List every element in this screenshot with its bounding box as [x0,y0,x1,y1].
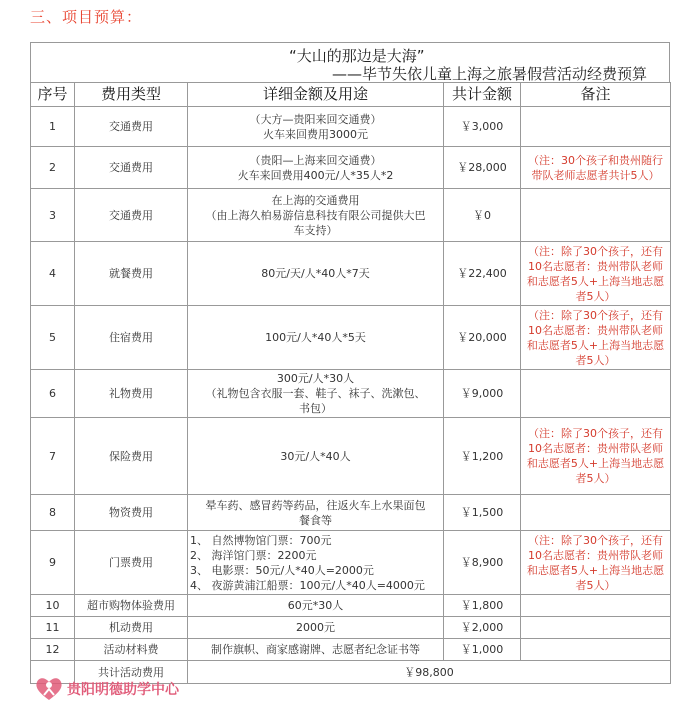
cost-note [521,306,671,370]
note-line: 带队老师志愿者共计5人） [531,168,660,182]
note-line: 者5人） [575,353,616,367]
table-subtitle: ——毕节失依儿童上海之旅暑假营活动经费预算 [331,65,647,83]
detail-line: 书包） [299,402,332,415]
note-line: 10名志愿者：贵州带队老师 [528,323,663,337]
cost-detail [188,418,444,495]
table-row [31,189,671,242]
note-line: （注：除了30个孩子，还有 [528,533,663,547]
note-line: （注：30个孩子和贵州随行 [528,153,663,167]
note-line: 和志愿者5人+上海当地志愿 [526,457,665,470]
cost-detail [188,531,444,595]
cost-amount: ￥1,000 [444,639,521,661]
cost-type: 门票费用 [75,531,188,595]
note-line: 10名志愿者：贵州带队老师 [528,548,663,562]
cost-amount: ￥20,000 [444,306,521,370]
total-label: 共计活动费用 [75,661,188,684]
table-header-row [31,83,671,107]
column-header: 详细金额及用途 [188,83,444,107]
total-amount: ￥98,800 [188,661,671,684]
table-title-box [30,42,670,83]
detail-line: 餐食等 [299,513,332,527]
watermark-text: 贵阳明德助学中心 [67,682,179,698]
table-row [31,107,671,147]
column-header: 费用类型 [75,83,188,107]
cost-type: 交通费用 [75,107,188,147]
table-row [31,531,671,595]
cost-detail [188,370,444,418]
cost-amount: ￥3,000 [444,107,521,147]
detail-line: 300元/人*30人 [276,372,355,385]
note-line: （注：除了30个孩子，还有 [528,244,663,258]
column-header: 序号 [31,83,75,107]
detail-line: 60元*30人 [287,599,344,612]
cost-note [521,418,671,495]
cost-detail [188,639,444,661]
cost-note [521,595,671,617]
table-row [31,595,671,617]
cost-note [521,147,671,189]
table-title: “大山的那边是大海” [289,47,425,65]
cost-amount: ￥9,000 [444,370,521,418]
note-line: （注：除了30个孩子，还有 [528,308,663,322]
row-number: 7 [31,418,75,495]
table-row [31,242,671,306]
row-number: 2 [31,147,75,189]
row-number: 4 [31,242,75,306]
watermark-logo [34,676,179,702]
note-line: 者5人） [575,578,616,592]
cost-note [521,242,671,306]
cost-type: 礼物费用 [75,370,188,418]
cost-detail [188,495,444,531]
cost-type: 就餐费用 [75,242,188,306]
cost-type: 活动材料费 [75,639,188,661]
cost-type: 保险费用 [75,418,188,495]
detail-line: 4、 夜游黄浦江船票：100元/人*40人=4000元 [190,578,425,592]
detail-line: 在上海的交通费用 [271,193,360,207]
cost-amount: ￥1,200 [444,418,521,495]
row-number: 12 [31,639,75,661]
column-header: 备注 [521,83,671,107]
cost-type: 交通费用 [75,189,188,242]
cost-type: 住宿费用 [75,306,188,370]
detail-line: 火车来回费用3000元 [263,127,368,141]
detail-line: 晕车药、感冒药等药品，往返火车上水果面包 [205,498,426,512]
detail-line: （大方—贵阳来回交通费） [249,112,382,126]
cost-detail [188,617,444,639]
section-title: 三、项目预算： [30,8,143,26]
cost-detail [188,595,444,617]
table-row [31,147,671,189]
detail-line: 2000元 [296,621,335,634]
note-line: （注：除了30个孩子，还有 [528,427,663,440]
table-row [31,639,671,661]
table-row [31,495,671,531]
budget-table [30,82,671,684]
note-line: 者5人） [575,472,616,485]
detail-line: （礼物包含衣服一套、鞋子、袜子、洗漱包、 [205,387,426,400]
row-number: 13 [31,661,75,684]
row-number: 9 [31,531,75,595]
cost-amount: ￥0 [444,189,521,242]
heart-logo-icon [34,676,64,702]
cost-type: 物资费用 [75,495,188,531]
cost-amount: ￥28,000 [444,147,521,189]
column-header: 共计金额 [444,83,521,107]
row-number: 1 [31,107,75,147]
cost-amount: ￥2,000 [444,617,521,639]
cost-note [521,639,671,661]
cost-detail [188,107,444,147]
note-line: 和志愿者5人+上海当地志愿 [526,274,665,288]
row-number: 3 [31,189,75,242]
cost-amount: ￥8,900 [444,531,521,595]
note-line: 和志愿者5人+上海当地志愿 [526,563,665,577]
row-number: 11 [31,617,75,639]
cost-type: 超市购物体验费用 [75,595,188,617]
cost-type: 交通费用 [75,147,188,189]
detail-line: 2、 海洋馆门票：2200元 [190,548,317,562]
cost-detail [188,306,444,370]
cost-detail [188,189,444,242]
cost-note [521,189,671,242]
cost-note [521,531,671,595]
detail-line: 制作旗帜、商家感谢牌、志愿者纪念证书等 [211,643,420,656]
detail-line: 1、 自然博物馆门票：700元 [190,533,332,547]
row-number: 5 [31,306,75,370]
table-row [31,617,671,639]
detail-line: 80元/天/人*40人*7天 [261,267,370,280]
detail-line: （贵阳—上海来回交通费） [249,153,382,167]
cost-note [521,617,671,639]
cost-amount: ￥1,500 [444,495,521,531]
table-row [31,370,671,418]
detail-line: 100元/人*40人*5天 [265,331,366,344]
cost-note [521,107,671,147]
detail-line: 30元/人*40人 [280,449,351,463]
table-row [31,306,671,370]
note-line: 和志愿者5人+上海当地志愿 [526,338,665,352]
detail-line: 3、 电影票：50元/人*40人=2000元 [190,563,374,577]
row-number: 8 [31,495,75,531]
row-number: 6 [31,370,75,418]
note-line: 者5人） [575,289,616,303]
cost-note [521,370,671,418]
table-row [31,418,671,495]
detail-line: （由上海久柏易游信息科技有限公司提供大巴 [205,208,426,222]
detail-line: 车支持） [293,223,338,237]
cost-type: 机动费用 [75,617,188,639]
cost-amount: ￥1,800 [444,595,521,617]
row-number: 10 [31,595,75,617]
cost-amount: ￥22,400 [444,242,521,306]
note-line: 10名志愿者：贵州带队老师 [528,442,663,455]
cost-note [521,495,671,531]
detail-line: 火车来回费用400元/人*35人*2 [237,168,394,182]
cost-detail [188,242,444,306]
note-line: 10名志愿者：贵州带队老师 [528,259,663,273]
cost-detail [188,147,444,189]
